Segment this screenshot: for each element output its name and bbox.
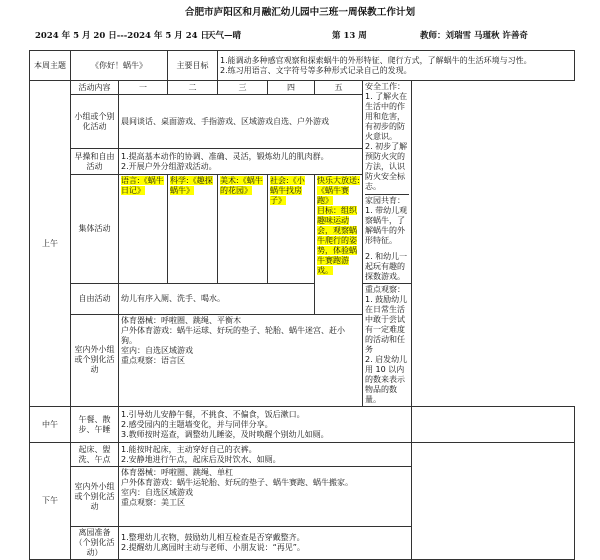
home-item: 2. 和幼儿一起玩有趣的探数游戏。: [365, 252, 408, 281]
sidebar-bottom: [412, 443, 575, 560]
teachers: 教师：刘瑞雪 马瑾秋 许善奇: [420, 31, 528, 41]
outdoor-pm-label: 室内外小组或个别化活动: [71, 467, 119, 527]
group-tue: 科学:《趣探蜗牛》: [168, 175, 218, 284]
lunch-text: [119, 407, 412, 443]
leave-label: 离园准备（个别化活动）: [71, 527, 119, 560]
morning-exercise-row: [30, 149, 575, 175]
page-title: 合肥市庐阳区和月融汇幼儿园中三班一周保教工作计划: [184, 7, 416, 18]
sidebar-focus: [363, 284, 412, 407]
safety-item: 2. 初步了解预防火灾的方法，认识防火安全标志。: [365, 142, 408, 191]
home-title: 家园共育：: [365, 194, 409, 206]
day-fri: 五: [315, 81, 363, 95]
outdoor-pm-item: 户外体育游戏：蜗牛运轮胎、好玩的垫子、蜗牛赛跑、蜗牛搬家。: [121, 478, 353, 487]
outdoor-pm-item: 室内：自选区域游戏: [121, 488, 193, 497]
group-activity-row: [30, 175, 575, 284]
wake-item: 2.安静地进行午点，起床后及时饮水、如厕。: [121, 454, 281, 464]
outdoor-pm-item: 体育器械：呼啦圈、跳绳、单杠: [121, 468, 233, 477]
safety-title: 安全工作：: [365, 82, 405, 91]
small-group-label: 小组或个别化活动: [71, 95, 119, 149]
lunch-row: [30, 407, 575, 443]
small-group-text: 晨间谈话、桌面游戏、手指游戏、区域游戏自选、户外游戏: [119, 95, 412, 149]
morning-exercise-item: 1.提高基本动作的协调、准确、灵活，锻炼幼儿的肌肉群。: [121, 151, 329, 161]
leave-item: 2.提醒幼儿离园时主动与老师、小朋友说：“再见”。: [121, 543, 305, 552]
lunch-label: 午餐、散步、午睡: [71, 407, 119, 443]
weather: 天气—晴: [207, 31, 242, 41]
theme-row: [30, 51, 575, 81]
outdoor-am-row: [30, 314, 575, 406]
day-wed: 三: [218, 81, 268, 95]
free-activity-label: 自由活动: [71, 284, 119, 315]
outdoor-pm-item: 重点观察：美工区: [121, 498, 185, 507]
goal-item: 1.能调动多种感官观察和探索蜗牛的外形特征、爬行方式，了解蜗牛的生活环境与习性。: [220, 55, 532, 65]
date-range: 2024 年 5 月 20 日---2024 年 5 月 24 日: [35, 31, 209, 41]
free-activity-row: [30, 284, 575, 315]
group-mon: 语言:《蜗牛日记》: [119, 175, 168, 284]
morning-exercise-item: 2.开展户外分组游戏活动。: [121, 161, 217, 171]
focus-item: 1. 鼓励幼儿在日常生活中敢于尝试有一定难度的活动和任务: [365, 295, 408, 354]
outdoor-am-item: 重点观察：语言区: [121, 355, 185, 365]
group-fri: 快乐大放送:《蜗牛赛跑》 目标：组织趣味运动会，观察蜗牛爬行的姿势，体验蜗牛赛跑游戏。: [315, 175, 363, 315]
focus-title: 重点观察：: [365, 285, 405, 294]
focus-item: 2. 启发幼儿用 10 以内的数来表示物品的数量。: [365, 355, 408, 404]
outdoor-am-item: 室内：自选区域游戏: [121, 345, 193, 355]
outdoor-am-label: 室内外小组或个别化活动: [71, 314, 119, 406]
lunch-item: 3.教师按时巡查，调整幼儿睡姿，及时唤醒个别幼儿如厕。: [121, 429, 329, 439]
outdoor-am-text: [119, 314, 363, 406]
group-thu: 社会:《小蜗牛找房子》: [268, 175, 315, 284]
wake-text: [119, 443, 412, 467]
home-item: 1. 带幼儿观察蜗牛，了解蜗牛的外形特征。: [365, 206, 408, 245]
group-fri-goal: 目标：组织趣味运动会，观察蜗牛爬行的姿势，体验蜗牛赛跑游戏。: [317, 206, 357, 275]
morning-label: 上午: [30, 81, 71, 407]
wake-item: 1.能按时起床，主动穿好自己的衣裤。: [121, 444, 257, 454]
week-number: 第 13 周: [332, 31, 367, 41]
lunch-item: 1.引导幼儿安静午餐，不挑食、不偏食，饭后漱口。: [121, 409, 305, 419]
morning-exercise-label: 早操和自由活动: [71, 149, 119, 175]
group-activity-label: 集体活动: [71, 175, 119, 284]
leave-item: 1.整理幼儿衣物，鼓励幼儿相互检查是否穿戴整齐。: [121, 533, 305, 542]
outdoor-pm-text: [119, 467, 412, 527]
day-thu: 四: [268, 81, 315, 95]
meta-row: [35, 29, 595, 43]
theme-value: 《你好！蜗牛》: [71, 51, 168, 81]
leave-text: [119, 527, 412, 560]
plan-table: [29, 50, 575, 560]
goal-item: 2.练习用语言、文字符号等多种形式记录自己的发现。: [220, 65, 412, 75]
activity-header: 活动内容: [71, 81, 119, 95]
day-header-row: [30, 81, 575, 95]
day-mon: 一: [119, 81, 168, 95]
goal-label: 主要目标: [168, 51, 218, 81]
outdoor-am-item: 户外体育游戏：蜗牛运球、好玩的垫子、轮胎、蜗牛迷宫、赶小狗。: [121, 325, 345, 345]
outdoor-am-item: 体育器械：呼啦圈、跳绳、平衡木: [121, 315, 241, 325]
safety-item: 1. 了解火在生活中的作用和危害，有初步的防火意识。: [365, 92, 408, 141]
group-wed: 美术:《蜗牛的花园》: [218, 175, 268, 284]
free-activity-text: 幼儿有序入厕、洗手、喝水。: [119, 284, 315, 315]
day-tue: 二: [168, 81, 218, 95]
sidebar-top: [363, 81, 412, 284]
small-group-row: [30, 95, 575, 149]
goal-cell: [218, 51, 575, 81]
wake-row: [30, 443, 575, 467]
sidebar-empty: [412, 407, 575, 443]
theme-label: 本周主题: [30, 51, 71, 81]
lunch-item: 2.感受园内的主题墙变化，并与同伴分享。: [121, 419, 273, 429]
noon-label: 中午: [30, 407, 71, 443]
afternoon-label: 下午: [30, 443, 71, 560]
wake-label: 起床、盥洗、午点: [71, 443, 119, 467]
